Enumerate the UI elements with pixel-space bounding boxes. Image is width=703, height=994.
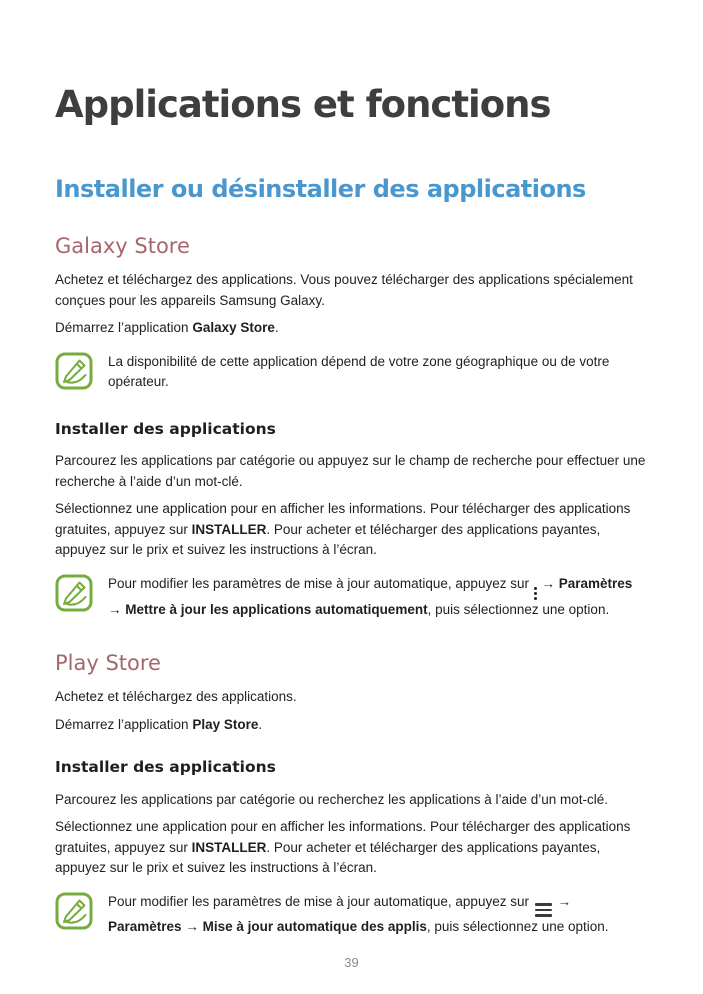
galaxy-select-paragraph xyxy=(55,499,646,561)
select-text-a: Sélectionnez une application pour en afficher les informations. Pour télécharger des applications gratuites, appuyez sur xyxy=(55,819,631,855)
arrow-glyph: → xyxy=(537,575,559,591)
settings-menu-label: Paramètres xyxy=(108,919,182,934)
note-callout-availability xyxy=(55,352,646,393)
section-heading-install-uninstall: Installer ou désinstaller des applications xyxy=(55,174,586,203)
subheading-install-apps-play: Installer des applications xyxy=(55,758,276,777)
note2-text-a: Pour modifier les paramètres de mise à jour automatique, appuyez sur xyxy=(108,575,533,591)
play-browse-paragraph: Parcourez les applications par catégorie ou recherchez les applications à l’aide d’un mot-clé. xyxy=(55,791,609,807)
launch-text: Démarrez l’application xyxy=(55,320,193,336)
note-pen-icon xyxy=(55,892,93,930)
launch-text: Démarrez l’application xyxy=(55,716,193,732)
app-name-galaxy-store: Galaxy Store xyxy=(192,320,275,336)
galaxy-store-launch-paragraph xyxy=(55,318,646,339)
select-text-b: . Pour acheter et télécharger des applications payantes, appuyez sur le prix et suivez les instructions à l’écran. xyxy=(55,839,601,876)
note-text-availability: La disponibilité de cette application dépend de votre zone géographique ou de votre opérateur. xyxy=(108,353,610,390)
launch-text-end: . xyxy=(274,320,279,336)
subsection-heading-galaxy-store: Galaxy Store xyxy=(55,234,190,259)
note-callout-auto-update-play xyxy=(55,892,646,938)
select-text-a: Sélectionnez une application pour en afficher les informations. Pour télécharger des applications gratuites, appuyez sur xyxy=(55,501,631,537)
chapter-title: Applications et fonctions xyxy=(55,83,551,126)
install-button-label: INSTALLER xyxy=(191,521,267,537)
hamburger-menu-icon xyxy=(535,903,552,917)
launch-text-end: . xyxy=(258,716,263,732)
subsection-heading-play-store: Play Store xyxy=(55,651,161,676)
more-options-icon xyxy=(534,587,537,600)
install-button-label: INSTALLER xyxy=(191,839,267,855)
note-pen-icon xyxy=(55,574,93,612)
play-select-paragraph xyxy=(55,817,646,879)
galaxy-browse-paragraph: Parcourez les applications par catégorie ou appuyez sur le champ de recherche pour effectuer une recherche à l’aide d’un mot-clé. xyxy=(55,453,646,489)
arrow-glyph: → xyxy=(553,893,571,909)
note-text-a: Pour modifier les paramètres de mise à jour automatique, appuyez sur xyxy=(108,893,533,909)
galaxy-store-intro-paragraph: Achetez et téléchargez des applications. Vous pouvez télécharger des applications spécialement conçues pour les appareils Samsung Galaxy. xyxy=(55,272,633,308)
note-text-auto-update-galaxy xyxy=(108,574,646,621)
note-text-b: , puis sélectionnez une option. xyxy=(426,919,609,934)
subheading-install-apps-galaxy: Installer des applications xyxy=(55,419,276,438)
page-number: 39 xyxy=(344,955,359,970)
arrow-glyph: → xyxy=(108,601,126,617)
app-name-play-store: Play Store xyxy=(192,716,259,732)
note-text-auto-update-play xyxy=(108,892,646,938)
auto-update-setting-label: Mettre à jour les applications automatiquement xyxy=(125,601,428,617)
note-callout-auto-update-galaxy xyxy=(55,574,646,621)
select-text-b: . Pour acheter et télécharger des applications payantes, appuyez sur le prix et suivez les instructions à l’écran. xyxy=(55,521,601,558)
play-store-launch-paragraph xyxy=(55,715,646,736)
settings-menu-label: Paramètres xyxy=(558,575,633,591)
play-store-intro-paragraph: Achetez et téléchargez des applications. xyxy=(55,689,297,705)
arrow-glyph: → xyxy=(181,919,203,934)
auto-update-setting-label: Mise à jour automatique des applis xyxy=(202,919,427,934)
note-pen-icon xyxy=(55,352,93,390)
note2-text-b: , puis sélectionnez une option. xyxy=(427,601,610,617)
